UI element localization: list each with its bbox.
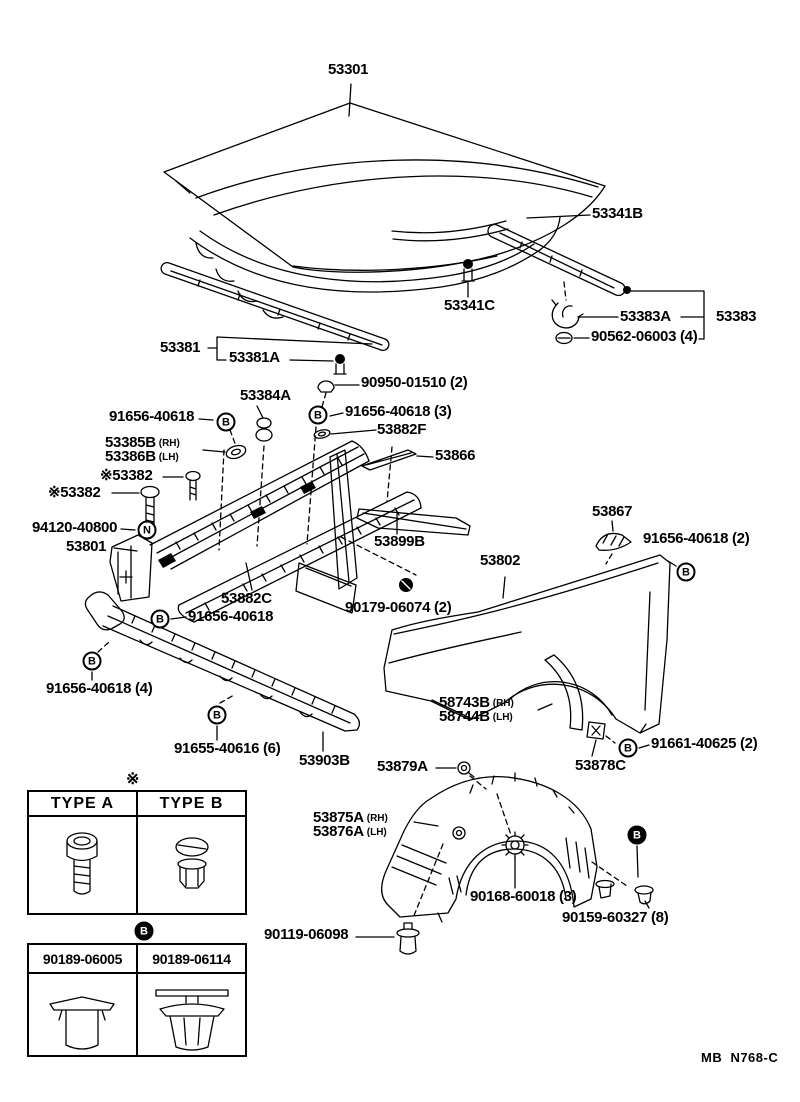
part-label-9011906098-39 bbox=[264, 928, 348, 942]
part-number: 91661-40625 (2) bbox=[651, 735, 758, 752]
bolt-icon bbox=[506, 836, 524, 854]
part-label-53341B-1 bbox=[592, 207, 643, 221]
grommet-icon bbox=[225, 443, 248, 461]
part-label-9165640618-10 bbox=[109, 410, 194, 424]
part-label-53867-21 bbox=[592, 505, 632, 519]
bolt-icon bbox=[335, 354, 345, 364]
fastener-marker-B-4 bbox=[151, 610, 170, 629]
part-number: 91656-40618 (4) bbox=[46, 680, 153, 697]
part-number: 90179-06074 (2) bbox=[345, 599, 452, 616]
part-number: 53878C bbox=[575, 757, 626, 774]
part-label-53386B-14 bbox=[105, 450, 179, 465]
part-label-53882C-24 bbox=[221, 592, 272, 606]
part-label-91656406182-23 bbox=[643, 532, 749, 546]
fastener-marker-letter: B bbox=[624, 742, 632, 754]
part-number: 53386B bbox=[105, 448, 156, 465]
type-a-column bbox=[29, 792, 138, 913]
part-label-91661406252-32 bbox=[651, 737, 757, 751]
fastener-marker-N-2 bbox=[138, 521, 157, 540]
part-number: 53383A bbox=[620, 308, 671, 325]
clip-b-part-number: 90189-06114 bbox=[138, 945, 245, 974]
fastener-marker-letter: B bbox=[222, 416, 230, 428]
type-b-header: TYPE B bbox=[138, 792, 245, 817]
part-label-90168600183-37 bbox=[470, 890, 576, 904]
part-label-91655406166-28 bbox=[174, 742, 280, 756]
part-label-9165640618-25 bbox=[188, 610, 273, 624]
part-label-53882F-12 bbox=[377, 423, 426, 437]
fastener-marker-B-7 bbox=[619, 739, 638, 758]
clip-icon bbox=[552, 300, 583, 328]
part-label-90950015102-8 bbox=[361, 376, 467, 390]
part-number: 58743B bbox=[439, 694, 490, 711]
part-label-53301-0 bbox=[328, 63, 368, 77]
part-label-53341C-2 bbox=[444, 299, 495, 313]
part-number: 53381 bbox=[160, 339, 201, 356]
fastener-marker-letter: B bbox=[140, 925, 148, 937]
fender-drawing bbox=[384, 555, 670, 733]
part-label-53381A-7 bbox=[229, 351, 280, 365]
part-label-58744B-31 bbox=[439, 710, 513, 725]
apron-assembly-drawing bbox=[110, 441, 470, 622]
part-number: 53383 bbox=[716, 308, 757, 325]
fastener-marker-B-1 bbox=[309, 406, 328, 425]
part-number: 53876A bbox=[313, 823, 364, 840]
screw-icon bbox=[141, 487, 159, 498]
pad-icon bbox=[596, 533, 631, 550]
fastener-marker-letter: B bbox=[633, 829, 641, 841]
part-label-53801-19 bbox=[66, 540, 106, 554]
part-number: 91655-40616 (6) bbox=[174, 740, 281, 757]
fastener-marker-B-6 bbox=[208, 706, 227, 725]
part-label-53899B-20 bbox=[374, 535, 425, 549]
part-label-53382-17 bbox=[48, 486, 100, 500]
bolt-icon bbox=[463, 259, 473, 269]
part-number: 91656-40618 bbox=[109, 408, 195, 425]
fastener-marker-B-5 bbox=[83, 652, 102, 671]
part-side-suffix: (LH) bbox=[492, 712, 513, 723]
fastener-marker-B-8 bbox=[628, 826, 647, 845]
fastener-marker-letter: B bbox=[682, 566, 690, 578]
clip-part-table bbox=[27, 943, 247, 1057]
part-label-90562060034-5 bbox=[591, 330, 697, 344]
part-label-90179060742-26 bbox=[345, 601, 451, 615]
fastener-marker-letter: B bbox=[314, 409, 322, 421]
clip-icon bbox=[397, 929, 419, 937]
part-label-53879A-34 bbox=[377, 760, 428, 774]
part-label-91656406183-11 bbox=[345, 405, 451, 419]
fastener-marker-B-3 bbox=[677, 563, 696, 582]
part-number: 90159-60327 (8) bbox=[562, 909, 669, 926]
hood-seal-drawings bbox=[161, 225, 631, 351]
part-side-suffix: (RH) bbox=[492, 698, 514, 709]
part-number: 90119-06098 bbox=[264, 926, 349, 943]
clip-icon bbox=[257, 418, 271, 428]
part-number: 53882C bbox=[221, 590, 272, 607]
part-label-90159603278-38 bbox=[562, 911, 668, 925]
part-label-53383A-3 bbox=[620, 310, 671, 324]
part-number: 91656-40618 (3) bbox=[345, 403, 452, 420]
part-number: 53802 bbox=[480, 552, 521, 569]
fastener-marker-letter: N bbox=[143, 524, 151, 536]
type-table-note-mark: ※ bbox=[126, 771, 140, 788]
part-number: 53867 bbox=[592, 503, 633, 520]
part-number: ※53382 bbox=[48, 484, 101, 501]
part-number: 91656-40618 bbox=[188, 608, 274, 625]
grommet-icon bbox=[458, 762, 470, 774]
part-side-suffix: (RH) bbox=[366, 813, 388, 824]
clip-a-column bbox=[29, 945, 138, 1055]
part-label-53384A-9 bbox=[240, 389, 291, 403]
fastener-marker-letter: B bbox=[88, 655, 96, 667]
clip-icon bbox=[318, 381, 334, 392]
part-label-53382-16 bbox=[100, 469, 152, 483]
part-number: 91656-40618 (2) bbox=[643, 530, 750, 547]
part-number: 90168-60018 (3) bbox=[470, 888, 577, 905]
part-number: 53879A bbox=[377, 758, 428, 775]
part-label-53802-22 bbox=[480, 554, 520, 568]
type-a-header: TYPE A bbox=[29, 792, 136, 817]
part-side-suffix: (RH) bbox=[158, 438, 180, 449]
part-number: 94120-40800 bbox=[32, 519, 118, 536]
part-number: 53385B bbox=[105, 434, 156, 451]
part-number: 53341B bbox=[592, 205, 643, 222]
part-label-53878C-33 bbox=[575, 759, 626, 773]
fastener-marker-B-9 bbox=[135, 922, 154, 941]
fastener-type-table bbox=[27, 790, 247, 915]
clip-b-column bbox=[138, 945, 245, 1055]
part-label-91656406184-27 bbox=[46, 682, 152, 696]
part-label-53381-6 bbox=[160, 341, 200, 355]
fastener-marker-letter: B bbox=[213, 709, 221, 721]
part-number: 53875A bbox=[313, 809, 364, 826]
part-number: 53882F bbox=[377, 421, 427, 438]
part-label-53383-4 bbox=[716, 310, 756, 324]
part-number: 53899B bbox=[374, 533, 425, 550]
part-number: 53801 bbox=[66, 538, 107, 555]
screw-icon bbox=[186, 472, 200, 481]
part-number: 53381A bbox=[229, 349, 280, 366]
clip-a-part-number: 90189-06005 bbox=[29, 945, 136, 974]
hood-panel-drawing bbox=[164, 103, 605, 318]
part-number: ※53382 bbox=[100, 467, 153, 484]
part-label-53866-15 bbox=[435, 449, 475, 463]
part-label-53903B-29 bbox=[299, 754, 350, 768]
fastener-marker-B-0 bbox=[217, 413, 236, 432]
part-label-9412040800-18 bbox=[32, 521, 117, 535]
part-number: 53866 bbox=[435, 447, 476, 464]
pad-icon bbox=[362, 450, 416, 470]
part-side-suffix: (LH) bbox=[366, 827, 387, 838]
part-number: 53903B bbox=[299, 752, 350, 769]
part-label-53876A-36 bbox=[313, 825, 387, 840]
part-number: 58744B bbox=[439, 708, 490, 725]
clip-nut-icon bbox=[587, 722, 605, 739]
part-number: 90562-06003 (4) bbox=[591, 328, 698, 345]
type-b-column bbox=[138, 792, 245, 913]
part-number: 53341C bbox=[444, 297, 495, 314]
part-number: 53384A bbox=[240, 387, 291, 404]
fastener-marker-letter: B bbox=[156, 613, 164, 625]
page-code: MB N768-C bbox=[701, 1050, 779, 1065]
part-number: 90950-01510 (2) bbox=[361, 374, 468, 391]
part-number: 53301 bbox=[328, 61, 369, 78]
part-side-suffix: (LH) bbox=[158, 452, 179, 463]
